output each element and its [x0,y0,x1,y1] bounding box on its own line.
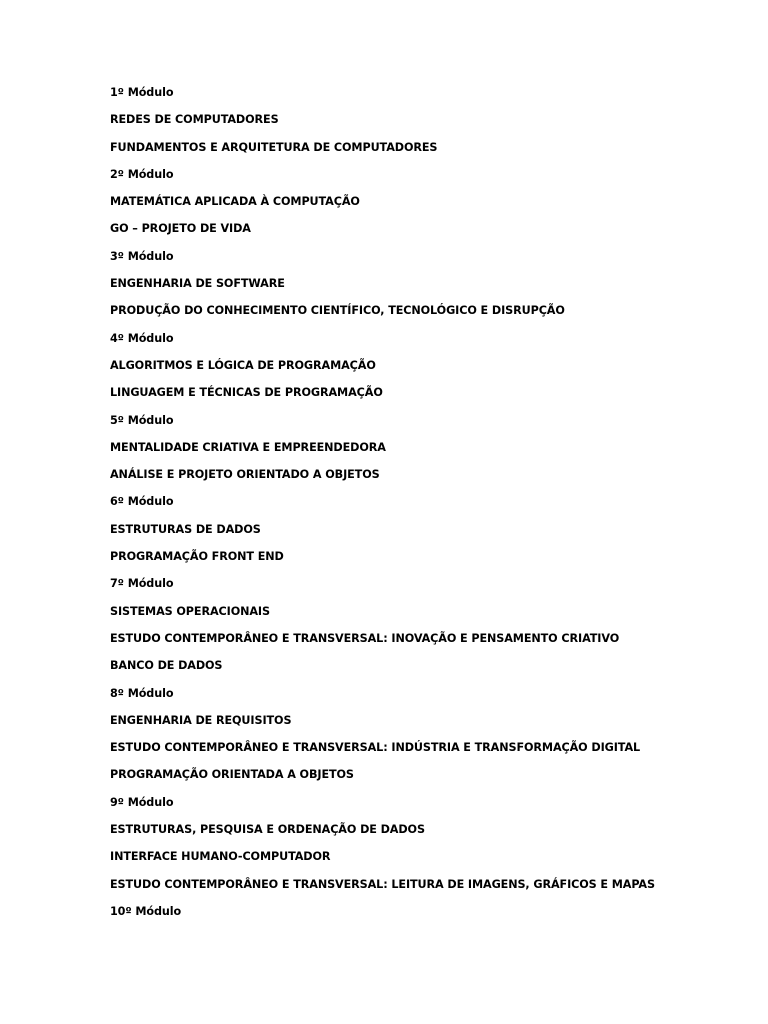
subject-item: ESTRUTURAS, PESQUISA E ORDENAÇÃO DE DADOS [110,823,425,837]
subject-item: ANÁLISE E PROJETO ORIENTADO A OBJETOS [110,468,380,482]
module-heading: 2º Módulo [110,167,174,181]
subject-item: GO – PROJETO DE VIDA [110,222,251,236]
module-heading: 7º Módulo [110,577,174,591]
module-heading: 3º Módulo [110,249,174,263]
subject-item: MATEMÁTICA APLICADA À COMPUTAÇÃO [110,195,360,209]
subject-item: ESTUDO CONTEMPORÂNEO E TRANSVERSAL: LEITURA DE IMAGENS, GRÁFICOS E MAPAS [110,877,655,891]
module-heading: 4º Módulo [110,331,174,345]
subject-item: MENTALIDADE CRIATIVA E EMPREENDEDORA [110,440,386,454]
subject-item: PRODUÇÃO DO CONHECIMENTO CIENTÍFICO, TECNOLÓGICO E DISRUPÇÃO [110,304,565,318]
subject-item: ENGENHARIA DE SOFTWARE [110,277,285,291]
subject-item: ALGORITMOS E LÓGICA DE PROGRAMAÇÃO [110,358,376,372]
subject-item: PROGRAMAÇÃO ORIENTADA A OBJETOS [110,768,354,782]
subject-item: INTERFACE HUMANO-COMPUTADOR [110,850,331,864]
module-heading: 10º Módulo [110,904,182,918]
module-list [110,84,730,930]
module-heading: 5º Módulo [110,413,174,427]
subject-item: ESTRUTURAS DE DADOS [110,522,261,536]
module-heading: 6º Módulo [110,495,174,509]
module-heading: 1º Módulo [110,86,174,99]
subject-item: PROGRAMAÇÃO FRONT END [110,550,284,564]
subject-item: ENGENHARIA DE REQUISITOS [110,713,292,727]
module-heading: 9º Módulo [110,795,174,809]
subject-item: FUNDAMENTOS E ARQUITETURA DE COMPUTADORES [110,140,438,154]
subject-item: LINGUAGEM E TÉCNICAS DE PROGRAMAÇÃO [110,386,383,400]
subject-item: REDES DE COMPUTADORES [110,113,279,127]
subject-item: BANCO DE DADOS [110,659,223,673]
subject-item: ESTUDO CONTEMPORÂNEO E TRANSVERSAL: INOVAÇÃO E PENSAMENTO CRIATIVO [110,631,620,645]
module-heading: 8º Módulo [110,686,174,700]
subject-item: ESTUDO CONTEMPORÂNEO E TRANSVERSAL: INDÚSTRIA E TRANSFORMAÇÃO DIGITAL [110,741,641,755]
subject-item: SISTEMAS OPERACIONAIS [110,604,270,618]
